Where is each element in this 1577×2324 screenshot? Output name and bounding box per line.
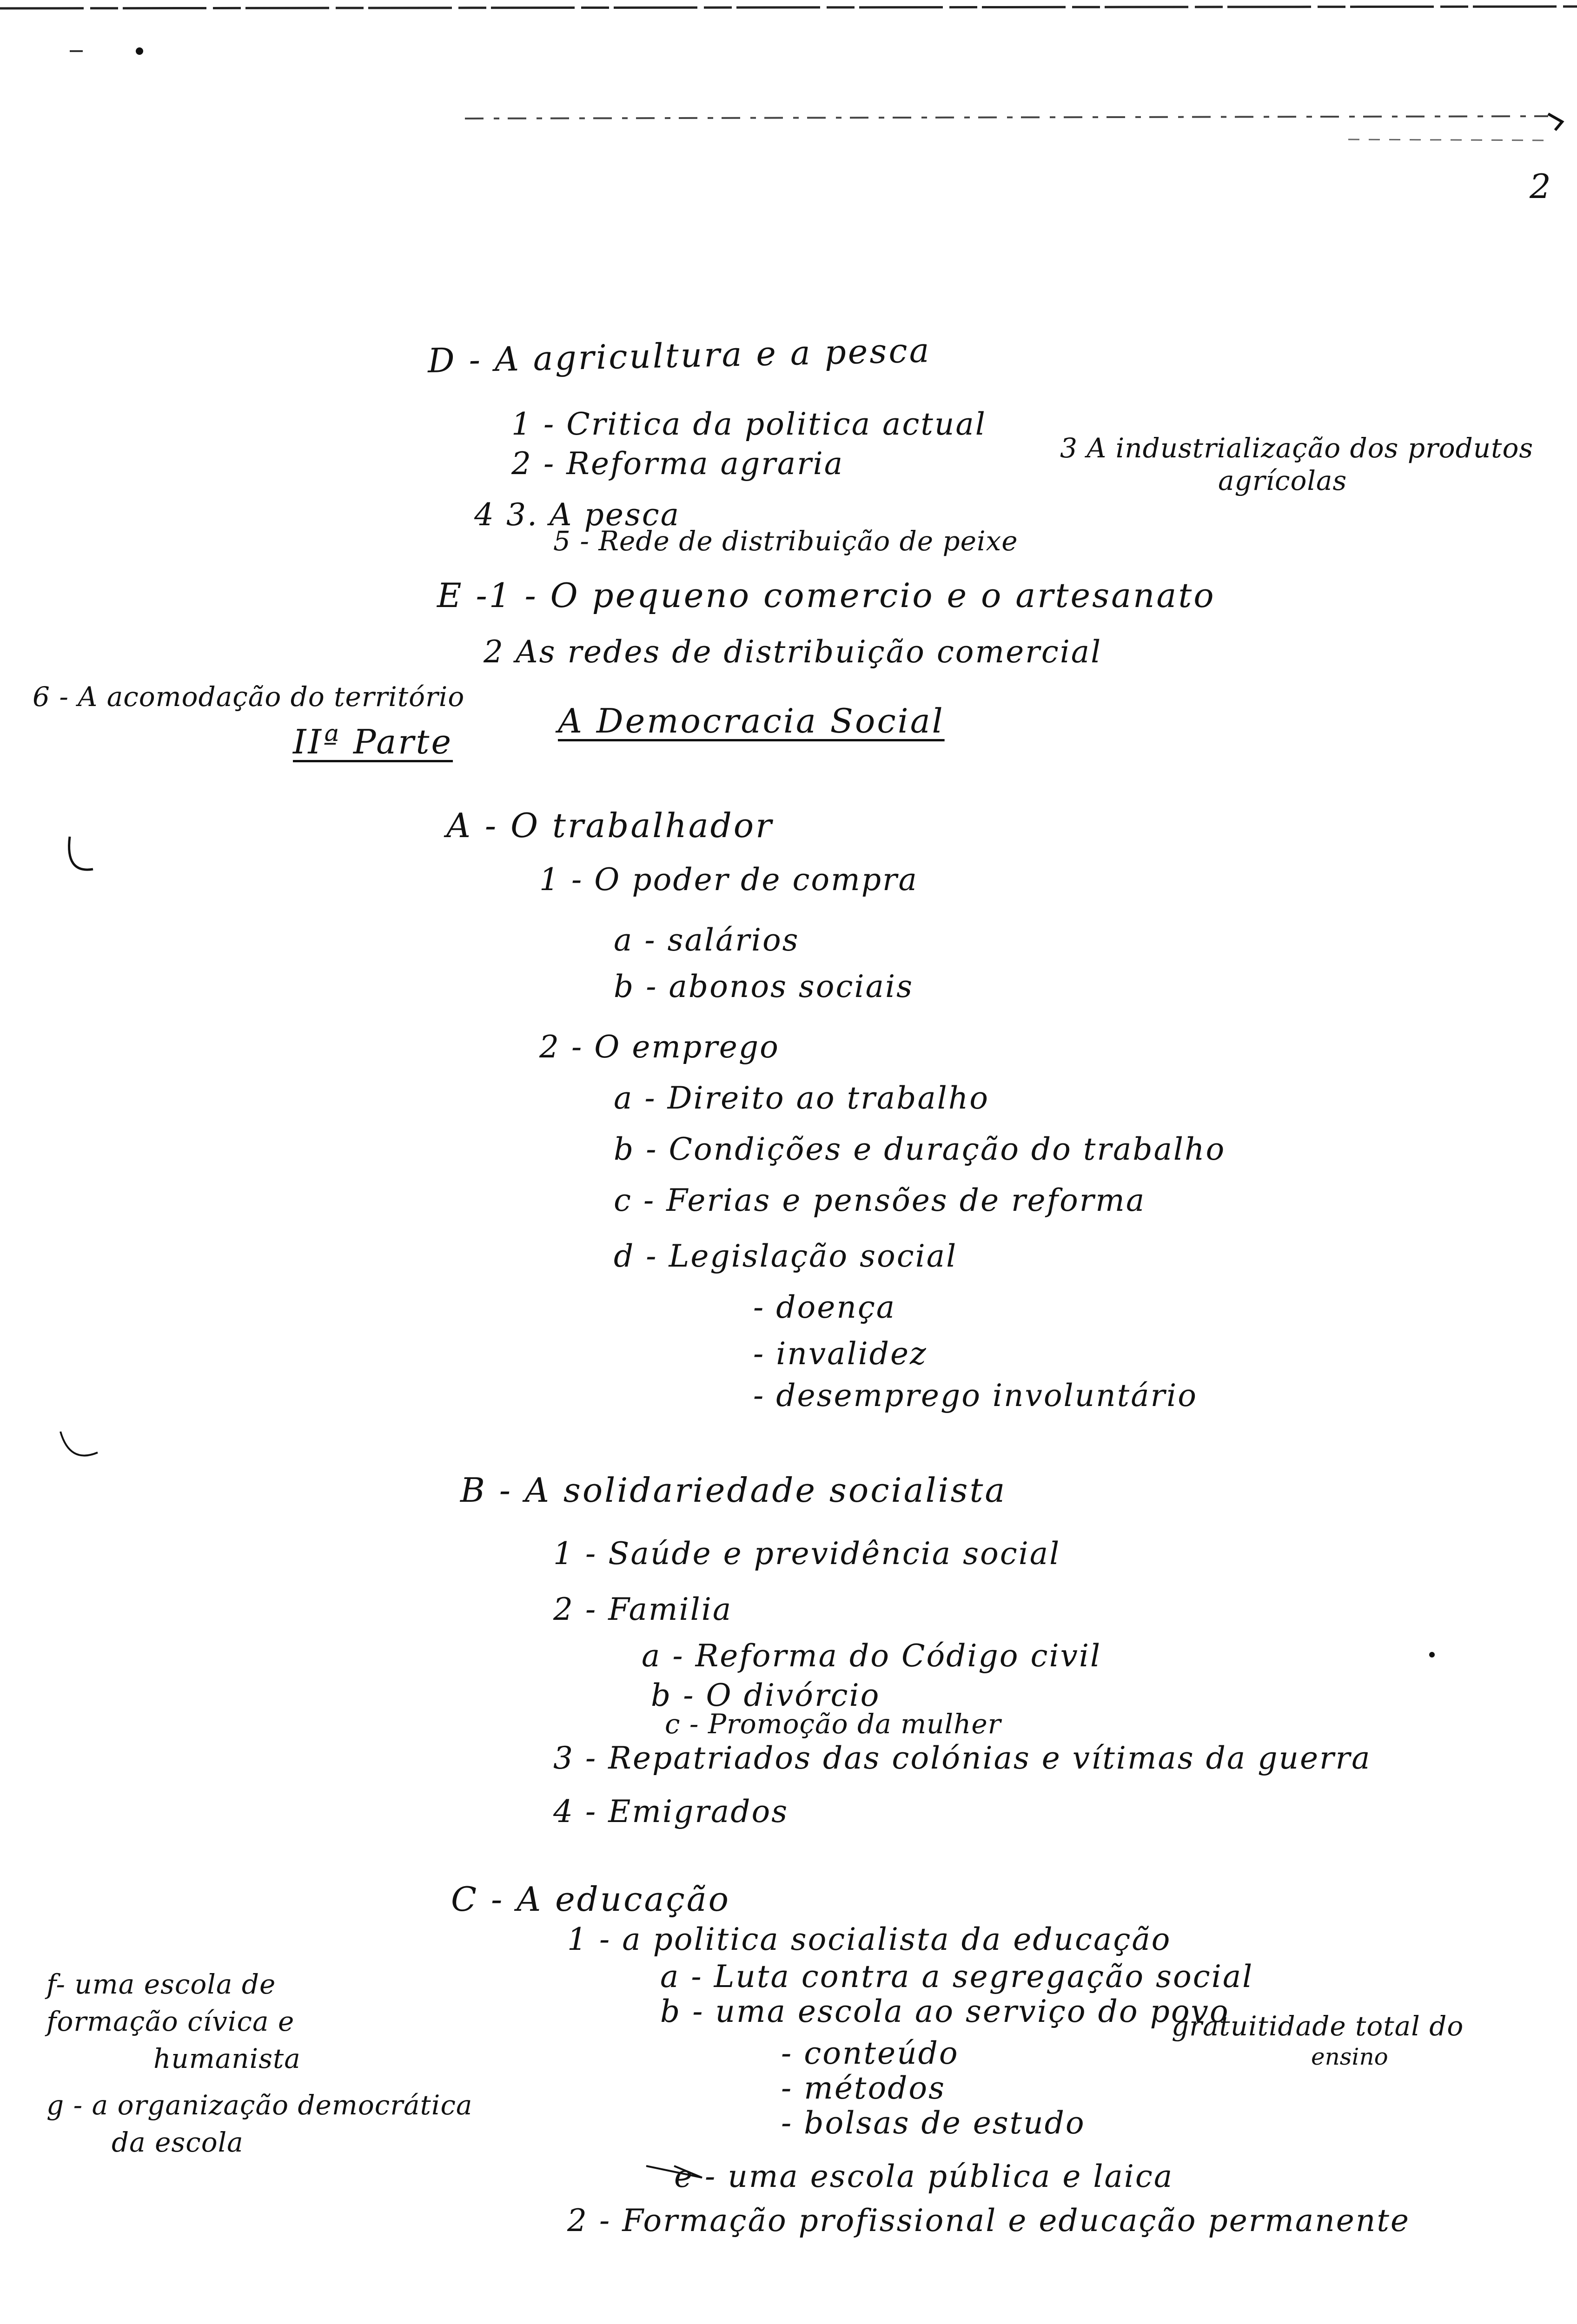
item-d4: 4 3. A pesca [474,497,681,533]
item-a2a: a - Direito ao trabalho [614,1080,990,1116]
margin-note-g: g - a organização democrática [46,2089,473,2121]
item-d3-insert-2: agrícolas [1218,465,1347,496]
item-a2b: b - Condições e duração do trabalho [614,1131,1226,1167]
item-c1b-note: gratuitidade total do [1172,2010,1464,2042]
item-a1: 1 - O poder de compra [539,862,918,898]
item-c1a: a - Luta contra a segregação social [660,1959,1254,1994]
margin-note-f: f- uma escola de [46,1968,276,2000]
item-b1: 1 - Saúde e previdência social [553,1536,1061,1571]
item-c2: 2 - Formação profissional e educação permanente [567,2203,1410,2238]
item-b2b: b - O divórcio [651,1677,881,1713]
margin-note-g-2: da escola [112,2126,244,2158]
item-b4: 4 - Emigrados [553,1794,789,1829]
part-2-title: A Democracia Social [558,701,945,740]
item-c1b-2: - métodos [781,2070,946,2106]
section-a-heading: A - O trabalhador [446,806,774,845]
item-a1a: a - salários [614,922,800,958]
item-b2c: c - Promoção da mulher [665,1708,1001,1740]
section-b-heading: B - A solidariedade socialista [460,1471,1007,1510]
item-c1b-1: - conteúdo [781,2035,959,2071]
part-2-label: IIª Parte [293,722,453,761]
item-a2d-1: - doença [753,1289,896,1325]
section-c-heading: C - A educação [451,1880,730,1919]
page-number: 2 [1530,167,1553,206]
item-c1: 1 - a politica socialista da educação [567,1921,1172,1957]
margin-note-f-3: humanista [153,2043,301,2074]
item-a2: 2 - O emprego [539,1029,780,1065]
section-e-heading: E -1 - O pequeno comercio e o artesanato [437,576,1216,615]
item-b2a: a - Reforma do Código civil [642,1638,1102,1674]
item-d1: 1 - Critica da politica actual [511,406,987,442]
item-a2d-2: - invalidez [753,1336,928,1372]
item-b3: 3 - Repatriados das colónias e vítimas da guerra [553,1740,1372,1776]
margin-note-f-2: formação cívica e [46,2006,295,2037]
item-d5: 5 - Rede de distribuição de peixe [553,525,1018,557]
section-d-heading: D - A agricultura e a pesca [427,330,932,380]
item-b2: 2 - Familia [553,1591,733,1627]
item-c1e: e - uma escola pública e laica [674,2159,1174,2194]
margin-note-6: 6 - A acomodação do território [33,681,465,713]
item-c1b-note-2: ensino [1311,2043,1388,2070]
item-a2d-3: - desemprego involuntário [753,1378,1198,1413]
item-e2: 2 As redes de distribuição comercial [484,634,1102,670]
item-a2c: c - Ferias e pensões de reforma [614,1182,1146,1218]
item-c1b-3: - bolsas de estudo [781,2105,1086,2141]
item-d2: 2 - Reforma agraria [511,446,844,482]
item-c1b: b - uma escola ao serviço do povo [660,1994,1230,2029]
item-d3-insert: 3 A industrialização dos produtos [1060,432,1534,464]
item-a2d: d - Legislação social [614,1238,958,1274]
item-a1b: b - abonos sociais [614,969,914,1004]
